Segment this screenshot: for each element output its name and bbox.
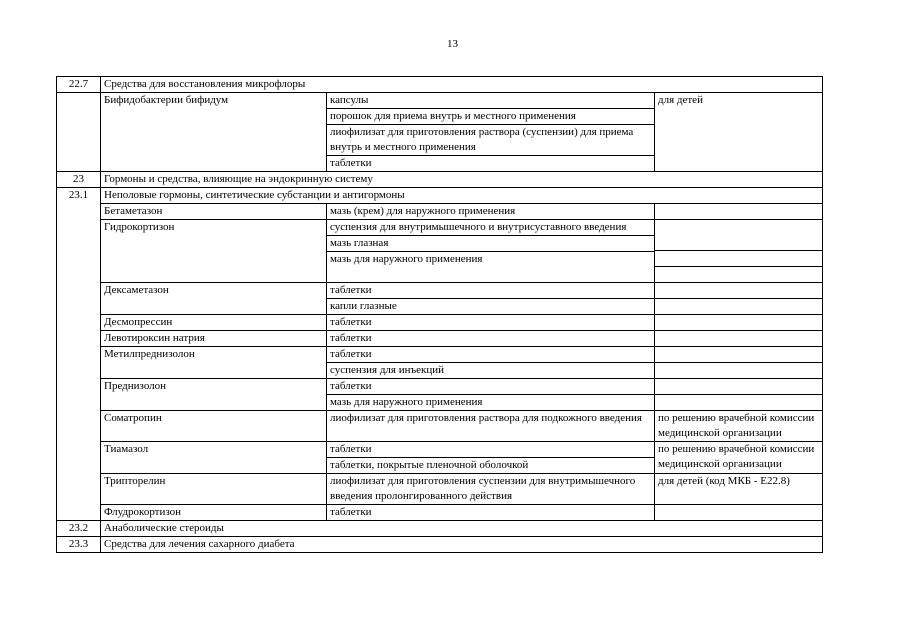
section-row-23 bbox=[57, 172, 823, 188]
drug-name: Трипторелин bbox=[101, 474, 327, 505]
dosage-form: таблетки bbox=[327, 442, 654, 458]
dosage-form: мазь глазная bbox=[327, 236, 654, 252]
drug-note: для детей (код МКБ - E22.8) bbox=[655, 474, 823, 505]
section-title: Неполовые гормоны, синтетические субстанции и антигормоны bbox=[101, 188, 823, 204]
drug-row-fludrocortisone bbox=[57, 505, 823, 521]
drug-row-bifidobacteria bbox=[57, 93, 823, 172]
section-title: Средства для лечения сахарного диабета bbox=[101, 537, 823, 553]
dosage-form: мазь (крем) для наружного применения bbox=[327, 204, 655, 220]
drug-row-hydrocortisone bbox=[57, 220, 823, 283]
drug-note bbox=[655, 283, 822, 299]
dosage-form: лиофилизат для приготовления раствора для подкожного введения bbox=[327, 411, 655, 442]
dosage-form: капли глазные bbox=[330, 300, 397, 312]
drug-note: для детей bbox=[655, 93, 823, 172]
drug-name: Метилпреднизолон bbox=[101, 347, 327, 379]
section-code: 23.2 bbox=[57, 521, 101, 537]
drug-row-somatropin bbox=[57, 411, 823, 442]
drug-note bbox=[655, 220, 822, 251]
drug-note bbox=[655, 315, 823, 331]
dosage-form: лиофилизат для приготовления раствора (суспензии) для приема внутрь и местного применения bbox=[327, 125, 654, 156]
drug-row-levothyroxine bbox=[57, 331, 823, 347]
dosage-form: лиофилизат для приготовления суспензии для внутримышечного введения пролонгированного действия bbox=[327, 474, 655, 505]
drug-list-table bbox=[56, 76, 823, 553]
dosage-form: порошок для приема внутрь и местного применения bbox=[327, 109, 654, 125]
drug-name: Флудрокортизон bbox=[101, 505, 327, 521]
dosage-forms bbox=[327, 347, 655, 379]
dosage-form: таблетки bbox=[330, 157, 372, 169]
drug-note bbox=[655, 331, 823, 347]
dosage-forms bbox=[327, 220, 655, 283]
section-code: 23 bbox=[57, 172, 101, 188]
section-row-23-1 bbox=[57, 188, 823, 204]
drug-name: Бетаметазон bbox=[101, 204, 327, 220]
drug-row-desmopressin bbox=[57, 315, 823, 331]
drug-row-dexamethasone bbox=[57, 283, 823, 315]
drug-row-betamethasone bbox=[57, 204, 823, 220]
drug-name: Десмопрессин bbox=[101, 315, 327, 331]
dosage-form: мазь для наружного применения bbox=[330, 396, 483, 408]
dosage-form: суспензия для внутримышечного и внутрисуставного введения bbox=[327, 220, 654, 236]
dosage-form: таблетки bbox=[327, 379, 654, 395]
dosage-form: таблетки bbox=[327, 331, 655, 347]
section-row-23-3 bbox=[57, 537, 823, 553]
drug-note bbox=[655, 204, 823, 220]
drug-name: Тиамазол bbox=[101, 442, 327, 474]
drug-note bbox=[655, 347, 822, 363]
section-row-23-2 bbox=[57, 521, 823, 537]
drug-note bbox=[655, 379, 822, 395]
dosage-form: таблетки bbox=[327, 315, 655, 331]
dosage-forms bbox=[327, 442, 655, 474]
section-code: 22.7 bbox=[57, 77, 101, 93]
dosage-form: таблетки bbox=[327, 505, 655, 521]
dosage-form: таблетки bbox=[327, 283, 654, 299]
drug-row-prednisolone bbox=[57, 379, 823, 411]
section-code: 23.3 bbox=[57, 537, 101, 553]
section-title: Средства для восстановления микрофлоры bbox=[101, 77, 823, 93]
drug-name: Дексаметазон bbox=[101, 283, 327, 315]
drug-name: Преднизолон bbox=[101, 379, 327, 411]
drug-name: Гидрокортизон bbox=[101, 220, 327, 283]
drug-row-thiamazole bbox=[57, 442, 823, 474]
page-number: 13 bbox=[447, 38, 458, 50]
drug-note bbox=[655, 505, 823, 521]
drug-row-triptorelin bbox=[57, 474, 823, 505]
dosage-form: таблетки bbox=[327, 347, 654, 363]
section-title: Гормоны и средства, влияющие на эндокринную систему bbox=[101, 172, 823, 188]
dosage-form: мазь для наружного применения bbox=[330, 253, 483, 265]
dosage-form: суспензия для инъекций bbox=[330, 364, 445, 376]
drug-note: по решению врачебной комиссии медицинской организации bbox=[655, 411, 823, 442]
drug-name: Соматропин bbox=[101, 411, 327, 442]
dosage-forms bbox=[327, 379, 655, 411]
drug-name: Левотироксин натрия bbox=[101, 331, 327, 347]
drug-note: по решению врачебной комиссии медицинской организации bbox=[655, 442, 823, 474]
dosage-form: таблетки, покрытые пленочной оболочкой bbox=[330, 459, 529, 471]
section-code: 23.1 bbox=[57, 188, 101, 521]
drug-row-methylprednisolone bbox=[57, 347, 823, 379]
dosage-form: капсулы bbox=[327, 93, 654, 109]
dosage-forms bbox=[327, 93, 655, 172]
dosage-forms bbox=[327, 283, 655, 315]
section-row-22-7 bbox=[57, 77, 823, 93]
drug-name: Бифидобактерии бифидум bbox=[101, 93, 327, 172]
section-title: Анаболические стероиды bbox=[101, 521, 823, 537]
